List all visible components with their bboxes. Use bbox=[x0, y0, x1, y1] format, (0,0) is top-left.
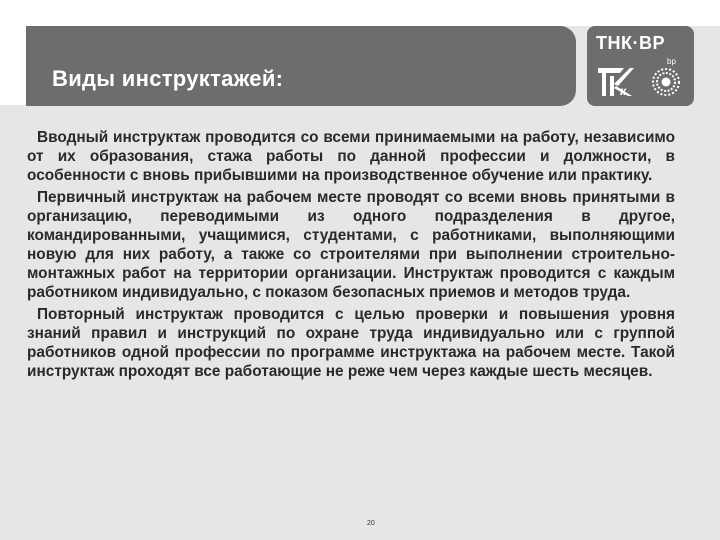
left-white-strip bbox=[0, 0, 26, 105]
svg-text:к: к bbox=[620, 84, 627, 98]
page-number: 20 bbox=[367, 520, 375, 527]
logo-marks bbox=[598, 62, 688, 102]
paragraph-introductory: Вводный инструктаж проводится со всеми принимаемыми на работу, независимо от их образования, стажа работы по данной профессии и должности, в особенности с вновь прибывшими на производственное обучение или практику. bbox=[27, 129, 675, 184]
logo-bp-text: bp bbox=[667, 57, 676, 66]
logo-company-text: ТНК·ВР bbox=[596, 33, 665, 53]
paragraph-primary: Первичный инструктаж на рабочем месте проводят со всеми вновь принятыми в организацию, переводимыми из одного подразделения в другое, командированными, учащимися, студентами, с работниками, выполняющими новую для них работу, а также со строителями при выполнении строительно-монтажных работ на территории организации. Инструктаж проводится с каждым работником индивидуально, с показом безопасных приемов и методов труда. bbox=[27, 189, 675, 301]
slide-content bbox=[27, 128, 675, 384]
bp-helios-icon bbox=[653, 69, 679, 95]
top-white-strip bbox=[0, 0, 720, 26]
slide-title: Виды инструктажей: bbox=[52, 66, 284, 91]
tnk-mark-icon bbox=[598, 68, 634, 98]
paragraph-repeated: Повторный инструктаж проводится с целью проверки и повышения уровня знаний правил и инструкций по охране труда индивидуально или с группой работников одной профессии по программе инструктажа на рабочем месте. Такой инструктаж проходят все работающие не реже чем через каждые шесть месяцев. bbox=[27, 306, 675, 380]
